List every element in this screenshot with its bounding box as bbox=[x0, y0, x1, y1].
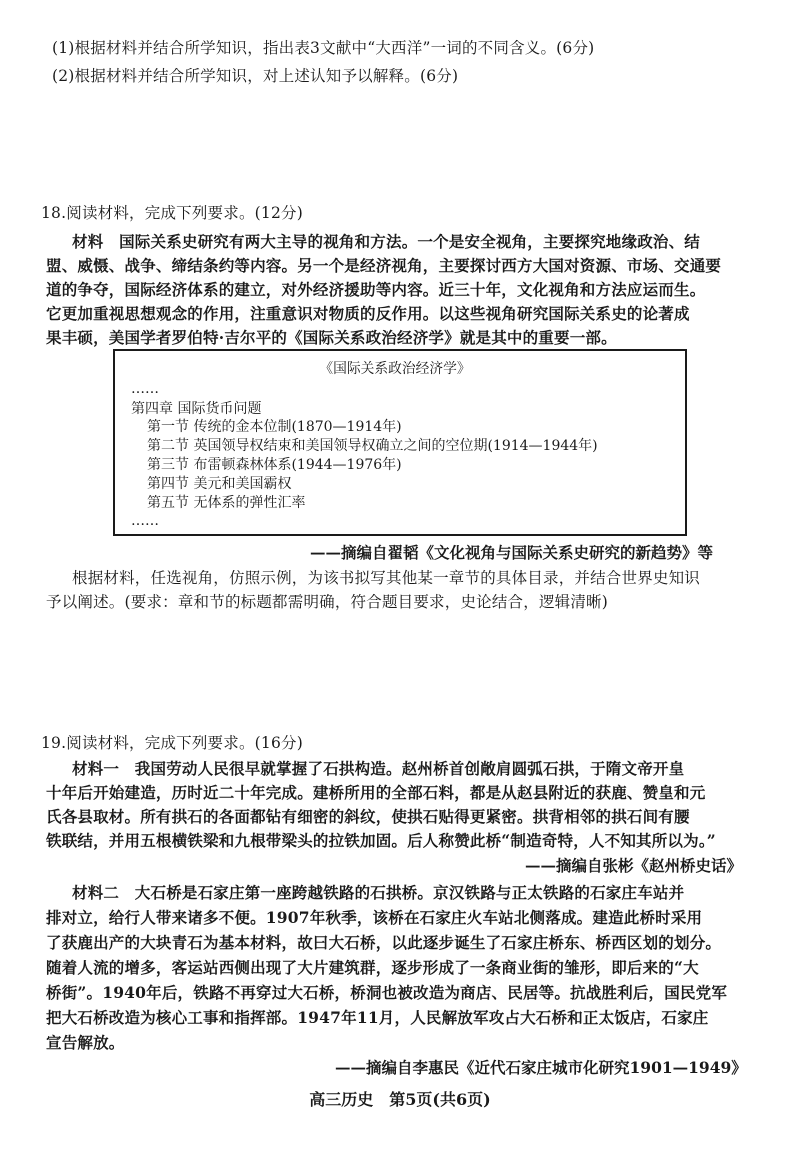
q18-requirement-line: 根据材料，任选视角，仿照示例，为该书拟写其他某一章节的具体目录，并结合世界史知识 bbox=[72, 569, 701, 587]
page-footer: 高三历史 第5页(共6页) bbox=[309, 1090, 491, 1109]
q18-requirement-line: 予以阐述。(要求：章和节的标题都需明确，符合题目要求，史论结合，逻辑清晰) bbox=[46, 593, 608, 611]
q19-material2-line: 了获鹿出产的大块青石为基本材料，故曰大石桥，以此逐步诞生了石家庄桥东、桥西区划的划分。 bbox=[46, 933, 722, 952]
q17-subquestion-2: (2)根据材料并结合所学知识，对上述认知予以解释。(6分) bbox=[52, 67, 459, 85]
toc-chapter: 第四章 国际货币问题 bbox=[131, 401, 262, 417]
q19-material1-line: 十年后开始建造，历时近二十年完成。建桥所用的全部石料，都是从赵县附近的获鹿、赞皇和元 bbox=[46, 783, 706, 802]
q19-source1: ——摘编自张彬《赵州桥史话》 bbox=[525, 856, 743, 875]
q18-material-line: 材料 国际关系史研究有两大主导的视角和方法。一个是安全视角，主要探究地缘政治、结 bbox=[72, 232, 701, 251]
q18-title: 18.阅读材料，完成下列要求。(12分) bbox=[41, 204, 303, 222]
toc-ellipsis-bottom: …… bbox=[131, 513, 159, 529]
q19-material2-line: 材料二 大石桥是石家庄第一座跨越铁路的石拱桥。京汉铁路与正太铁路的石家庄车站并 bbox=[72, 883, 685, 902]
q19-material2-line: 排对立，给行人带来诸多不便。1907年秋季，该桥在石家庄火车站北侧落成。建造此桥时采用 bbox=[46, 908, 703, 927]
toc-section: 第四节 美元和美国霸权 bbox=[147, 476, 292, 492]
toc-box bbox=[113, 349, 687, 536]
q19-material2-line: 桥街”。1940年后，铁路不再穿过大石桥，桥洞也被改造为商店、民居等。抗战胜利后，国民党军 bbox=[46, 983, 728, 1002]
q19-material1-line: 氏各县取材。所有拱石的各面都钻有细密的斜纹，使拱石贴得更紧密。拱背相邻的拱石间有腰 bbox=[46, 807, 690, 826]
q18-source: ——摘编自翟韬《文化视角与国际关系史研究的新趋势》等 bbox=[310, 543, 714, 562]
q19-material1-line: 材料一 我国劳动人民很早就掌握了石拱构造。赵州桥首创敞肩圆弧石拱，于隋文帝开皇 bbox=[72, 759, 685, 778]
q18-material-line: 盟、威慑、战争、缔结条约等内容。另一个是经济视角，主要探讨西方大国对资源、市场、交通要 bbox=[46, 256, 722, 275]
q19-material1-line: 铁联结，并用五根横铁梁和九根带梁头的拉铁加固。后人称赞此桥“制造奇特，人不知其所以为。” bbox=[46, 831, 716, 850]
q19-material2-line: 宣告解放。 bbox=[46, 1033, 125, 1052]
toc-section: 第一节 传统的金本位制(1870—1914年) bbox=[147, 419, 402, 435]
q19-material2-line: 把大石桥改造为核心工事和指挥部。1947年11月，人民解放军攻占大石桥和正太饭店，石家庄 bbox=[46, 1008, 709, 1027]
q19-material2-line: 随着人流的增多，客运站西侧出现了大片建筑群，逐步形成了一条商业街的雏形，即后来的“大 bbox=[46, 958, 699, 977]
toc-section: 第五节 无体系的弹性汇率 bbox=[147, 495, 306, 511]
q19-source2: ——摘编自李惠民《近代石家庄城市化研究1901—1949》 bbox=[335, 1058, 747, 1077]
q18-material-line: 道的争夺，国际经济体系的建立，对外经济援助等内容。近三十年，文化视角和方法应运而生。 bbox=[46, 280, 706, 299]
q17-subquestion-1: (1)根据材料并结合所学知识，指出表3文献中“大西洋”一词的不同含义。(6分) bbox=[52, 39, 595, 57]
q18-material-line: 果丰硕，美国学者罗伯特·吉尔平的《国际关系政治经济学》就是其中的重要一部。 bbox=[46, 328, 617, 347]
q18-material-line: 它更加重视思想观念的作用，注重意识对物质的反作用。以这些视角研究国际关系史的论著成 bbox=[46, 304, 690, 323]
toc-ellipsis-top: …… bbox=[131, 381, 159, 397]
q19-title: 19.阅读材料，完成下列要求。(16分) bbox=[41, 734, 303, 752]
toc-section: 第二节 英国领导权结束和美国领导权确立之间的空位期(1914—1944年) bbox=[147, 438, 598, 454]
toc-title: 《国际关系政治经济学》 bbox=[319, 361, 471, 377]
toc-section: 第三节 布雷顿森林体系(1944—1976年) bbox=[147, 457, 402, 473]
